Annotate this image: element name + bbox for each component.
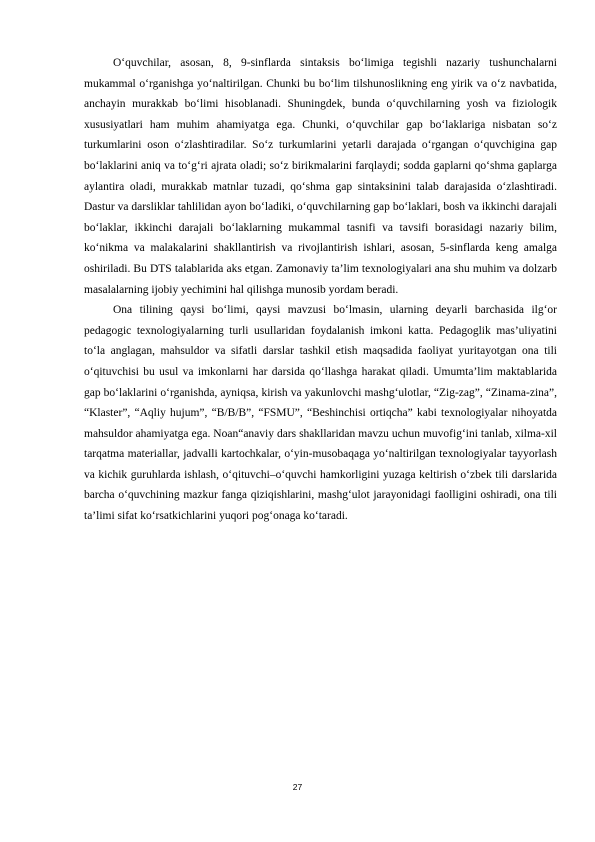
page-number: 27 — [292, 782, 303, 792]
paragraph-2: Ona tilining qaysi bo‘limi, qaysi mavzusi bo‘lmasin, ularning deyarli barchasida ilg‘or pedagogic texnologiyalarning turli usullaridan foydalanish imkoni katta. Pedagoglik mas’uliyatini to‘la anglagan, mahsuldor va sifatli darslar tashkil etish maqsadida faoliyat yuritayotgan ona tili o‘qituvchisi bu usul va imkonlarni har darsida qo‘llashga harakat qiladi. Umumta’lim maktablarida gap bo‘laklarini o‘rganishda, ayniqsa, kirish va yakunlovchi mashg‘ulotlar, “Zig-zag”, “Zinama-zina”, “Klaster”, “Aqliy hujum”, “B/B/B”, “FSMU”, “Beshinchisi ortiqcha” kabi texnologiyalar nihoyatda mahsuldor ahamiyatga ega. Noan“anaviy dars shakllaridan mavzu uchun muvofig‘ini tanlab, xilma-xil tarqatma materiallar, jadvalli kartochkalar, o‘yin-musobaqaga yo‘naltirilgan texnologiyalar tayyorlash va kichik guruhlarda ishlash, o‘qituvchi–o‘quvchi hamkorligini yuzaga keltirish o‘zbek tili darslarida barcha o‘quvchining mazkur fanga qiziqishlarini, mashg‘ulot jarayonidagi faolligini oshiradi, ona tili ta’limi sifat ko‘rsatkichlarini yuqori pog‘onaga ko‘taradi. — [84, 304, 557, 523]
paragraph-1: O‘quvchilar, asosan, 8, 9-sinflarda sintaksis bo‘limiga tegishli nazariy tushunchalarni mukammal o‘rganishga yo‘naltirilgan. Chunki bu bo‘lim tilshunoslikning eng yirik va o‘z navbatida, anchayin murakkab bo‘limi hisoblanadi. Shuningdek, bunda o‘quvchilarning yosh va fiziologik xususiyatlari ham muhim ahamiyatga ega. Chunki, o‘quvchilar gap bo‘laklariga nisbatan so‘z turkumlarini oson o‘zlashtiradilar. So‘z turkumlarini yetarli darajada o‘rgangan o‘quvchigina gap bo‘laklarini aniq va to‘g‘ri ajrata oladi; so‘z birikmalarini farqlaydi; sodda gaplarni qo‘shma gaplarga aylantira oladi, murakkab matnlar tuzadi, qo‘shma gap sintaksinini talab darajasida o‘zlashtiradi. Dastur va darsliklar tahlilidan ayon bo‘ladiki, o‘quvchilarning gap bo‘laklari, bosh va ikkinchi darajali bo‘laklar, ikkinchi darajali bo‘laklarning mukammal tasnifi va tavsifi borasidagi nazariy bilim, ko‘nikma va malakalarini shakllantirish va rivojlantirish ishlari, asosan, 5-sinflarda keng amalga oshiriladi. Bu DTS talablarida aks etgan. Zamonaviy ta’lim texnologiyalari ana shu muhim va dolzarb masalalarning ijobiy yechimini hal qilishga munosib yordam beradi. — [84, 57, 557, 296]
document-body — [84, 53, 557, 527]
